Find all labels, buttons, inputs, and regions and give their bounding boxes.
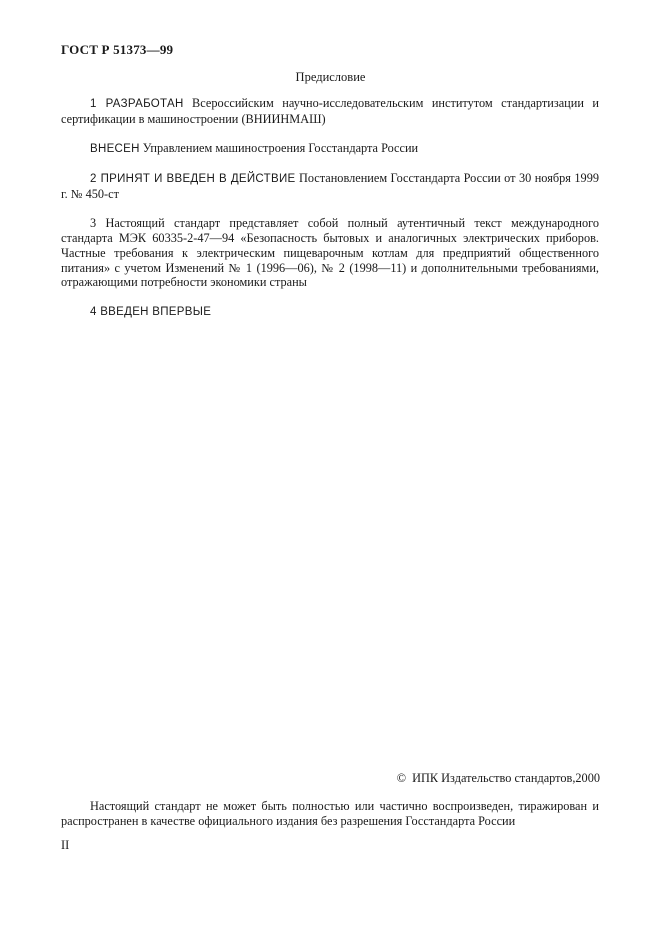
copyright-line — [397, 771, 600, 786]
page-number: II — [61, 838, 70, 852]
preface-item-introduced — [61, 141, 599, 157]
preface-item-text: Всероссийским научно-исследовательским институтом стандартизации и сертификации в машиностроении (ВНИИНМАШ) — [61, 96, 599, 126]
preface-item-first-introduced — [61, 304, 599, 320]
preface-item-standard-text — [61, 216, 599, 290]
document-code: ГОСТ Р 51373—99 — [61, 42, 174, 57]
copyright-owner: ИПК Издательство стандартов,2000 — [412, 771, 600, 785]
reproduction-notice: Настоящий стандарт не может быть полностью или частично воспроизведен, тиражирован и распространен в качестве официального издания без разрешения Госстандарта России — [61, 799, 599, 828]
preface-item-lead: 1 РАЗРАБОТАН — [90, 98, 184, 110]
preface-title: Предисловие — [295, 70, 366, 84]
preface-item-lead: 2 ПРИНЯТ И ВВЕДЕН В ДЕЙСТВИЕ — [90, 172, 296, 185]
preface-item-lead: ВНЕСЕН — [90, 142, 140, 155]
preface-item-text: Управлением машиностроения Госстандарта России — [139, 140, 419, 155]
preface-item-developed — [61, 96, 599, 126]
preface-item-text: Постановлением Госстандарта России от 30 ноября 1999 г. № 450-ст — [61, 170, 599, 201]
preface-item-text: 3 Настоящий стандарт представляет собой полный аутентичный текст международного стандарта МЭК 60335-2-47—94 «Безопасность бытовых и аналогичных электрических приборов. Частные требования к электрическим пищеварочным котлам для предприятий общественного питания» с учетом Изменений № 1 (1996—06), № 2 (1998—11) и дополнительными требованиями, отражающими потребности экономики страны — [61, 215, 599, 290]
copyright-symbol: © — [396, 771, 407, 785]
preface-item-lead: 4 ВВЕДЕН ВПЕРВЫЕ — [90, 306, 212, 319]
preface-body — [61, 96, 599, 335]
preface-item-adopted — [61, 171, 599, 201]
